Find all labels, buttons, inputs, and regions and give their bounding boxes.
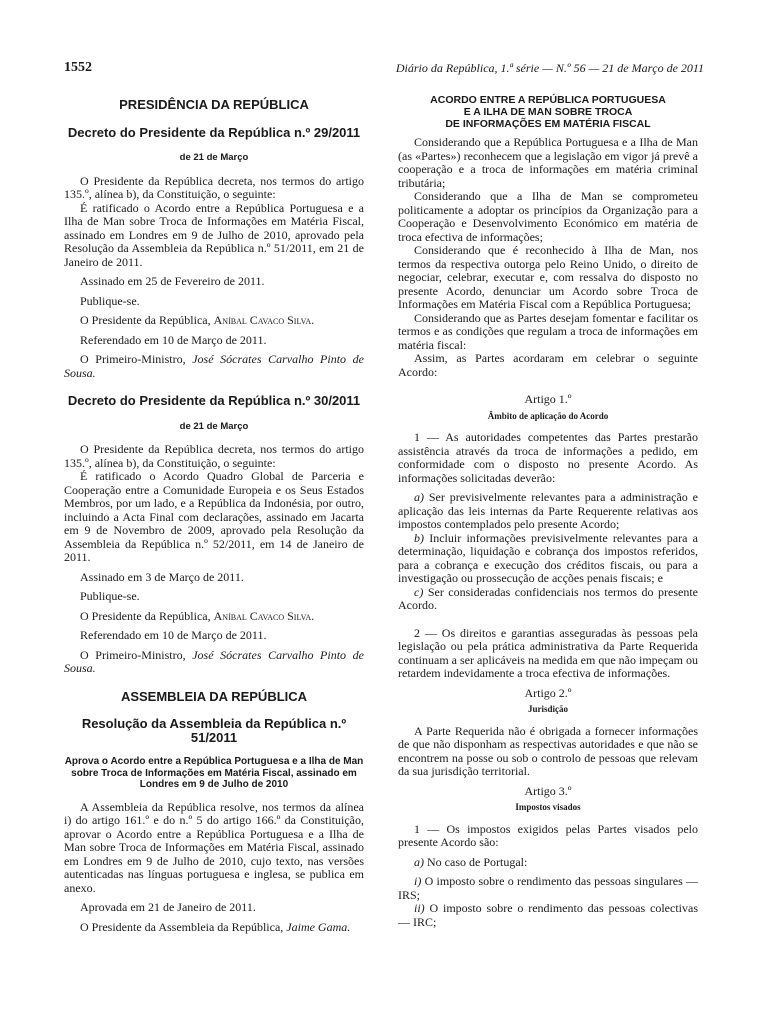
president-name: Aníbal Cavaco Silva. xyxy=(213,608,315,623)
agreement-title-line: ACORDO ENTRE A REPÚBLICA PORTUGUESA xyxy=(430,94,666,106)
item-letter: ii) xyxy=(414,901,425,915)
agreement-title-line: E A ILHA DE MAN SOBRE TROCA xyxy=(463,106,633,118)
decree-29-signed: Assinado em 25 de Fevereiro de 2011. xyxy=(80,274,265,288)
recital-4: Considerando que as Partes desejam fomentar e facilitar os termos e as condições que regulam a troca de informações em matéria fiscal: xyxy=(398,310,698,352)
decree-29-referendado: Referendado em 10 de Março de 2011. xyxy=(80,332,267,347)
decree-30-date: de 21 de Março xyxy=(179,420,249,432)
running-head: Diário da República, 1.ª série — N.º 56 — 21 de Março de 2011 xyxy=(395,61,704,75)
decree-30-paragraph-1: O Presidente da República decreta, nos termos do artigo 135.º, alínea b), da Constituição, o seguinte: xyxy=(64,442,364,470)
left-column xyxy=(64,92,364,934)
article-3-item-a xyxy=(398,856,698,870)
article-3-heading: Artigo 3.º xyxy=(524,783,572,798)
decree-30-paragraph-2: É ratificado o Acordo Quadro Global de Parceria e Cooperação entre a Comunidade Europeia e os Seus Estados Membros, por um lado, e a República da Indonésia, por outro, incluindo a Acta Final com declarações, assinado em Jacarta em 9 de Novembro de 2009, aprovado pela Resolução da Assembleia da República n.º 52/2011, em 14 de Janeiro de 2011. xyxy=(64,469,364,564)
page-header xyxy=(64,60,704,80)
agreement-title xyxy=(398,94,698,130)
decree-30-signed: Assinado em 3 de Março de 2011. xyxy=(80,569,244,584)
right-column xyxy=(398,92,698,929)
org-heading-presidencia: PRESIDÊNCIA DA REPÚBLICA xyxy=(119,97,309,112)
decree-29-title: Decreto do Presidente da República n.º 29/2011 xyxy=(67,124,361,140)
article-3-item-ii xyxy=(398,902,698,929)
resolution-subtitle: Aprova o Acordo entre a República Portuguesa e a Ilha de Man sobre Troca de Informações em Matéria Fiscal, assinado em Londres em 9 de Julho de 2010 xyxy=(64,756,364,790)
decree-30-referendado: Referendado em 10 de Março de 2011. xyxy=(80,628,267,642)
article-1-heading: Artigo 1.º xyxy=(524,392,572,406)
decree-29-president xyxy=(64,314,364,328)
resolution-paragraph: A Assembleia da República resolve, nos termos da alínea i) do artigo 161.º e do n.º 5 do artigo 166.º da Constituição, aprovar o Acordo entre a República Portuguesa e a Ilha de Man sobre Troca de Informações em Matéria Fiscal, assinado em Londres em 9 de Julho de 2010, cujo texto, nas versões autenticadas nas línguas portuguesa e inglesa, se publica em anexo. xyxy=(64,799,364,895)
pm-name: José Sócrates Carvalho Pinto de Sousa. xyxy=(64,352,364,380)
article-1-paragraph-1: 1 — As autoridades competentes das Partes prestarão assistência através da troca de informações a pedido, em conformidade com o disposto no presente Acordo. As informações solicitadas deverão: xyxy=(398,430,698,485)
item-letter: c) xyxy=(414,584,424,599)
recital-3: Considerando que é reconhecido à Ilha de Man, nos termos da respectiva outorga pelo Reino Unido, o direito de negociar, celebrar, executar e, com ressalva do disposto no presente Acordo, denunciar um Acordo sobre Troca de Informações em Matéria Fiscal com a República Portuguesa; xyxy=(398,243,698,311)
agreement-title-line: DE INFORMAÇÕES EM MATÉRIA FISCAL xyxy=(445,118,651,130)
org-heading-assembleia: ASSEMBLEIA DA REPÚBLICA xyxy=(120,688,308,704)
article-3-paragraph-1: 1 — Os impostos exigidos pelas Partes visados pelo presente Acordo são: xyxy=(398,821,698,849)
president-name: Jaime Gama. xyxy=(286,919,351,934)
article-2-heading: Artigo 2.º xyxy=(524,685,572,700)
president-label: O Presidente da República, xyxy=(80,608,214,623)
president-label: O Presidente da República, xyxy=(80,313,214,327)
item-text: O imposto sobre o rendimento das pessoas singulares — IRS; xyxy=(398,874,698,902)
article-2-paragraph-1: A Parte Requerida não é obrigada a fornecer informações de que não disponham as respectivas autoridades e que não se encontrem na posse ou sob o controlo de pessoas que relevam da sua jurisdição territorial. xyxy=(398,723,698,778)
decree-30-president xyxy=(64,610,364,624)
item-letter: a) xyxy=(414,490,424,504)
resolution-president xyxy=(64,921,364,935)
president-label: O Presidente da Assembleia da República, xyxy=(80,919,287,934)
resolution-title: Resolução da Assembleia da República n.º 51/2011 xyxy=(81,716,347,745)
item-letter: b) xyxy=(414,530,424,545)
decree-29-pm xyxy=(64,353,364,380)
article-1-item-a xyxy=(398,491,698,532)
item-letter: i) xyxy=(414,874,422,888)
pm-name: José Sócrates Carvalho Pinto de Sousa. xyxy=(64,647,364,675)
recital-1: Considerando que a República Portuguesa e a Ilha de Man (as «Partes») reconhecem que a legislação em vigor já prevê a cooperação e a troca de informações em matéria criminal tributária; xyxy=(398,135,698,190)
article-3-item-i xyxy=(398,875,698,902)
resolution-approved: Aprovada em 21 de Janeiro de 2011. xyxy=(80,900,256,914)
article-1-item-b xyxy=(398,532,698,586)
decree-30-publish: Publique-se. xyxy=(80,589,140,603)
president-name: Aníbal Cavaco Silva. xyxy=(213,313,315,327)
decree-30-title: Decreto do Presidente da República n.º 30/2011 xyxy=(67,393,361,408)
decree-29-date: de 21 de Março xyxy=(179,152,249,163)
article-1-item-c xyxy=(398,586,698,613)
recital-5: Assim, as Partes acordaram em celebrar o seguinte Acordo: xyxy=(398,351,698,379)
decree-29-paragraph-2: É ratificado o Acordo entre a República Portuguesa e a Ilha de Man sobre Troca de Informações em Matéria Fiscal, assinado em Londres em 9 de Julho de 2010, aprovado pela Resolução da Assembleia da República n.º 51/2011, em 21 de Janeiro de 2011. xyxy=(64,200,364,269)
pm-label: O Primeiro-Ministro, xyxy=(80,352,193,366)
article-2-title: Jurisdição xyxy=(527,704,568,714)
item-letter: a) xyxy=(414,854,424,869)
item-text: Ser consideradas confidenciais nos termos do presente Acordo. xyxy=(398,584,698,612)
article-1-paragraph-2: 2 — Os direitos e garantias asseguradas às pessoas pela legislação ou pela prática administrativa da Parte Requerida continuam a ser aplicáveis na medida em que não impeçam ou retardem indevidamente a troca efectiva de informações. xyxy=(398,625,698,680)
decree-29-paragraph-1: O Presidente da República decreta, nos termos do artigo 135.º, alínea b), da Constituição, o seguinte: xyxy=(64,173,364,201)
pm-label: O Primeiro-Ministro, xyxy=(80,647,193,662)
recital-2: Considerando que a Ilha de Man se comprometeu politicamente a adoptar os princípios da Organização para a Cooperação e Desenvolvimento Económico em matéria de troca efectiva de informações; xyxy=(398,189,698,244)
item-text: Incluir informações previsivelmente relevantes para a determinação, liquidação e cobrança dos impostos referidos, para a cobrança e execução dos créditos fiscais, ou para a investigação ou prossecução de acções penais fiscais; e xyxy=(398,530,698,585)
article-3-title: Impostos visados xyxy=(515,802,581,812)
item-text: Ser previsivelmente relevantes para a administração e aplicação das leis internas da Parte Requerente relativas aos impostos contemplados pelo presente Acordo; xyxy=(398,490,698,531)
item-text: No caso de Portugal: xyxy=(424,854,528,869)
page-number: 1552 xyxy=(64,60,92,75)
item-text: O imposto sobre o rendimento das pessoas colectivas — IRC; xyxy=(398,901,698,929)
article-1-title: Âmbito de aplicação do Acordo xyxy=(487,410,609,421)
decree-30-pm xyxy=(64,649,364,676)
decree-29-publish: Publique-se. xyxy=(80,293,140,308)
